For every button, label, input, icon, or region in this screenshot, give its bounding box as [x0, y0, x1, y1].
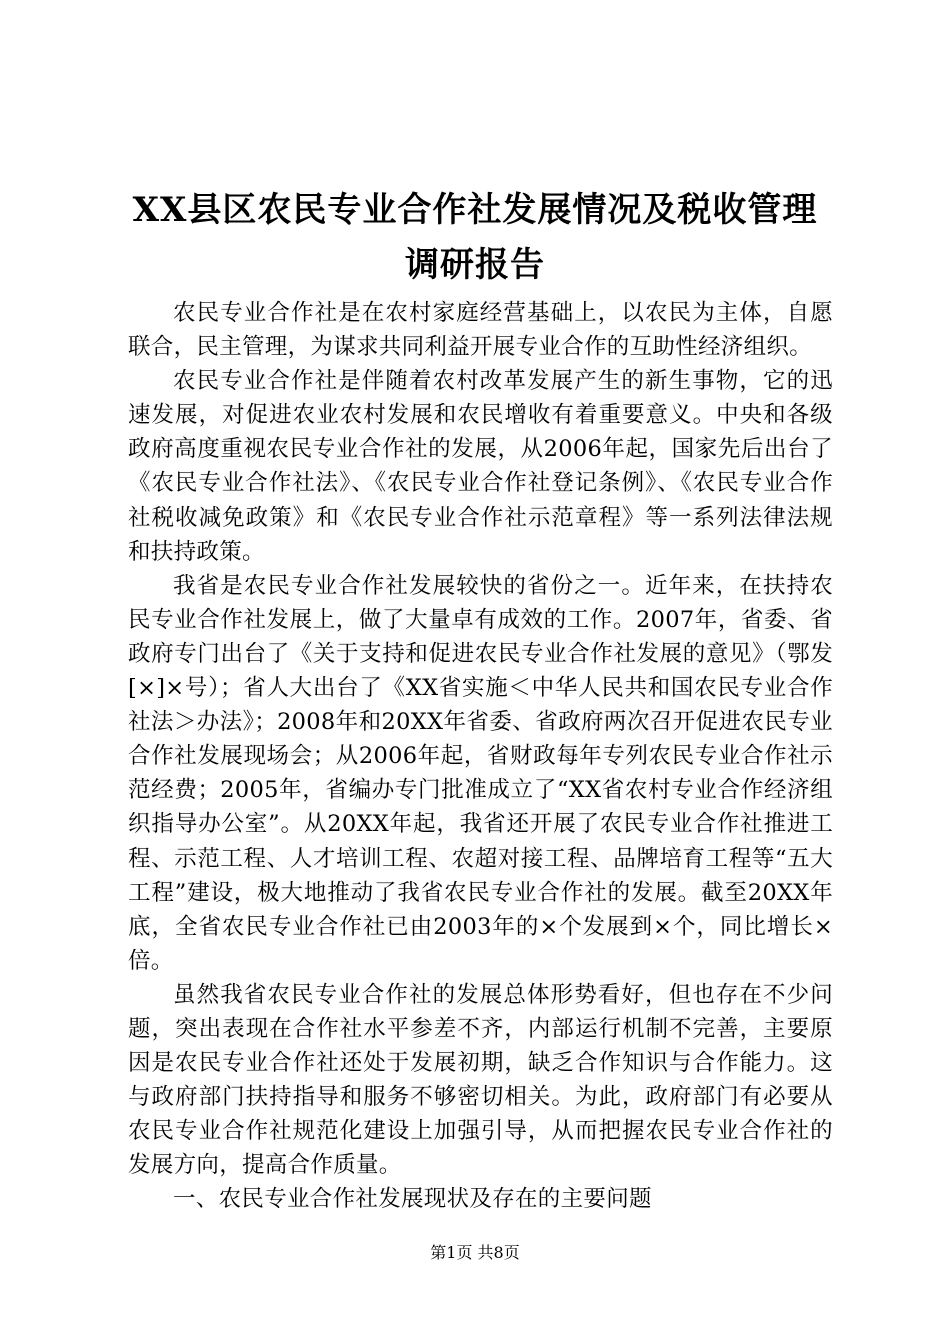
document-title-line-2: 调研报告: [405, 245, 545, 285]
paragraph-background: 农民专业合作社是伴随着农村改革发展产生的新生事物，它的迅速发展，对促进农业农村发展和农民增收有着重要意义。中央和各级政府高度重视农民专业合作社的发展，从2006年起，国家先后出台了《农民专业合作社法》、《农民专业合作社登记条例》、《农民专业合作社税收减免政策》和《农民专业合作社示范章程》等一系列法律法规和扶持政策。: [128, 368, 833, 565]
paragraph-intro: 农民专业合作社是在农村家庭经营基础上，以农民为主体，自愿联合，民主管理，为谋求共同利益开展专业合作的互助性经济组织。: [128, 300, 833, 361]
document-title-line-1: XX县区农民专业合作社发展情况及税收管理: [132, 190, 818, 230]
document-body: [128, 296, 833, 1217]
paragraph-province-work: 我省是农民专业合作社发展较快的省份之一。近年来，在扶持农民专业合作社发展上，做了大量卓有成效的工作。2007年，省委、省政府专门出台了《关于支持和促进农民专业合作社发展的意见》（鄂发[×]×号）；省人大出台了《XX省实施＜中华人民共和国农民专业合作社法＞办法》；2008年和20XX年省委、省政府两次召开促进农民专业合作社发展现场会；从2006年起，省财政每年专列农民专业合作社示范经费；2005年，省编办专门批准成立了“XX省农村专业合作经济组织指导办公室”。从20XX年起，我省还开展了农民专业合作社推进工程、示范工程、人才培训工程、农超对接工程、品牌培育工程等“五大工程”建设，极大地推动了我省农民专业合作社的发展。截至20XX年底，全省农民专业合作社已由2003年的×个发展到×个，同比增长×倍。: [128, 572, 833, 974]
page-number-footer: 第1页 共8页: [430, 1243, 520, 1262]
paragraph-problems: 虽然我省农民专业合作社的发展总体形势看好，但也存在不少问题，突出表现在合作社水平参差不齐，内部运行机制不完善，主要原因是农民专业合作社还处于发展初期，缺乏合作知识与合作能力。这与政府部门扶持指导和服务不够密切相关。为此，政府部门有必要从农民专业合作社规范化建设上加强引导，从而把握农民专业合作社的发展方向，提高合作质量。: [128, 981, 833, 1179]
section-heading-1: 一、农民专业合作社发展现状及存在的主要问题: [173, 1186, 652, 1213]
